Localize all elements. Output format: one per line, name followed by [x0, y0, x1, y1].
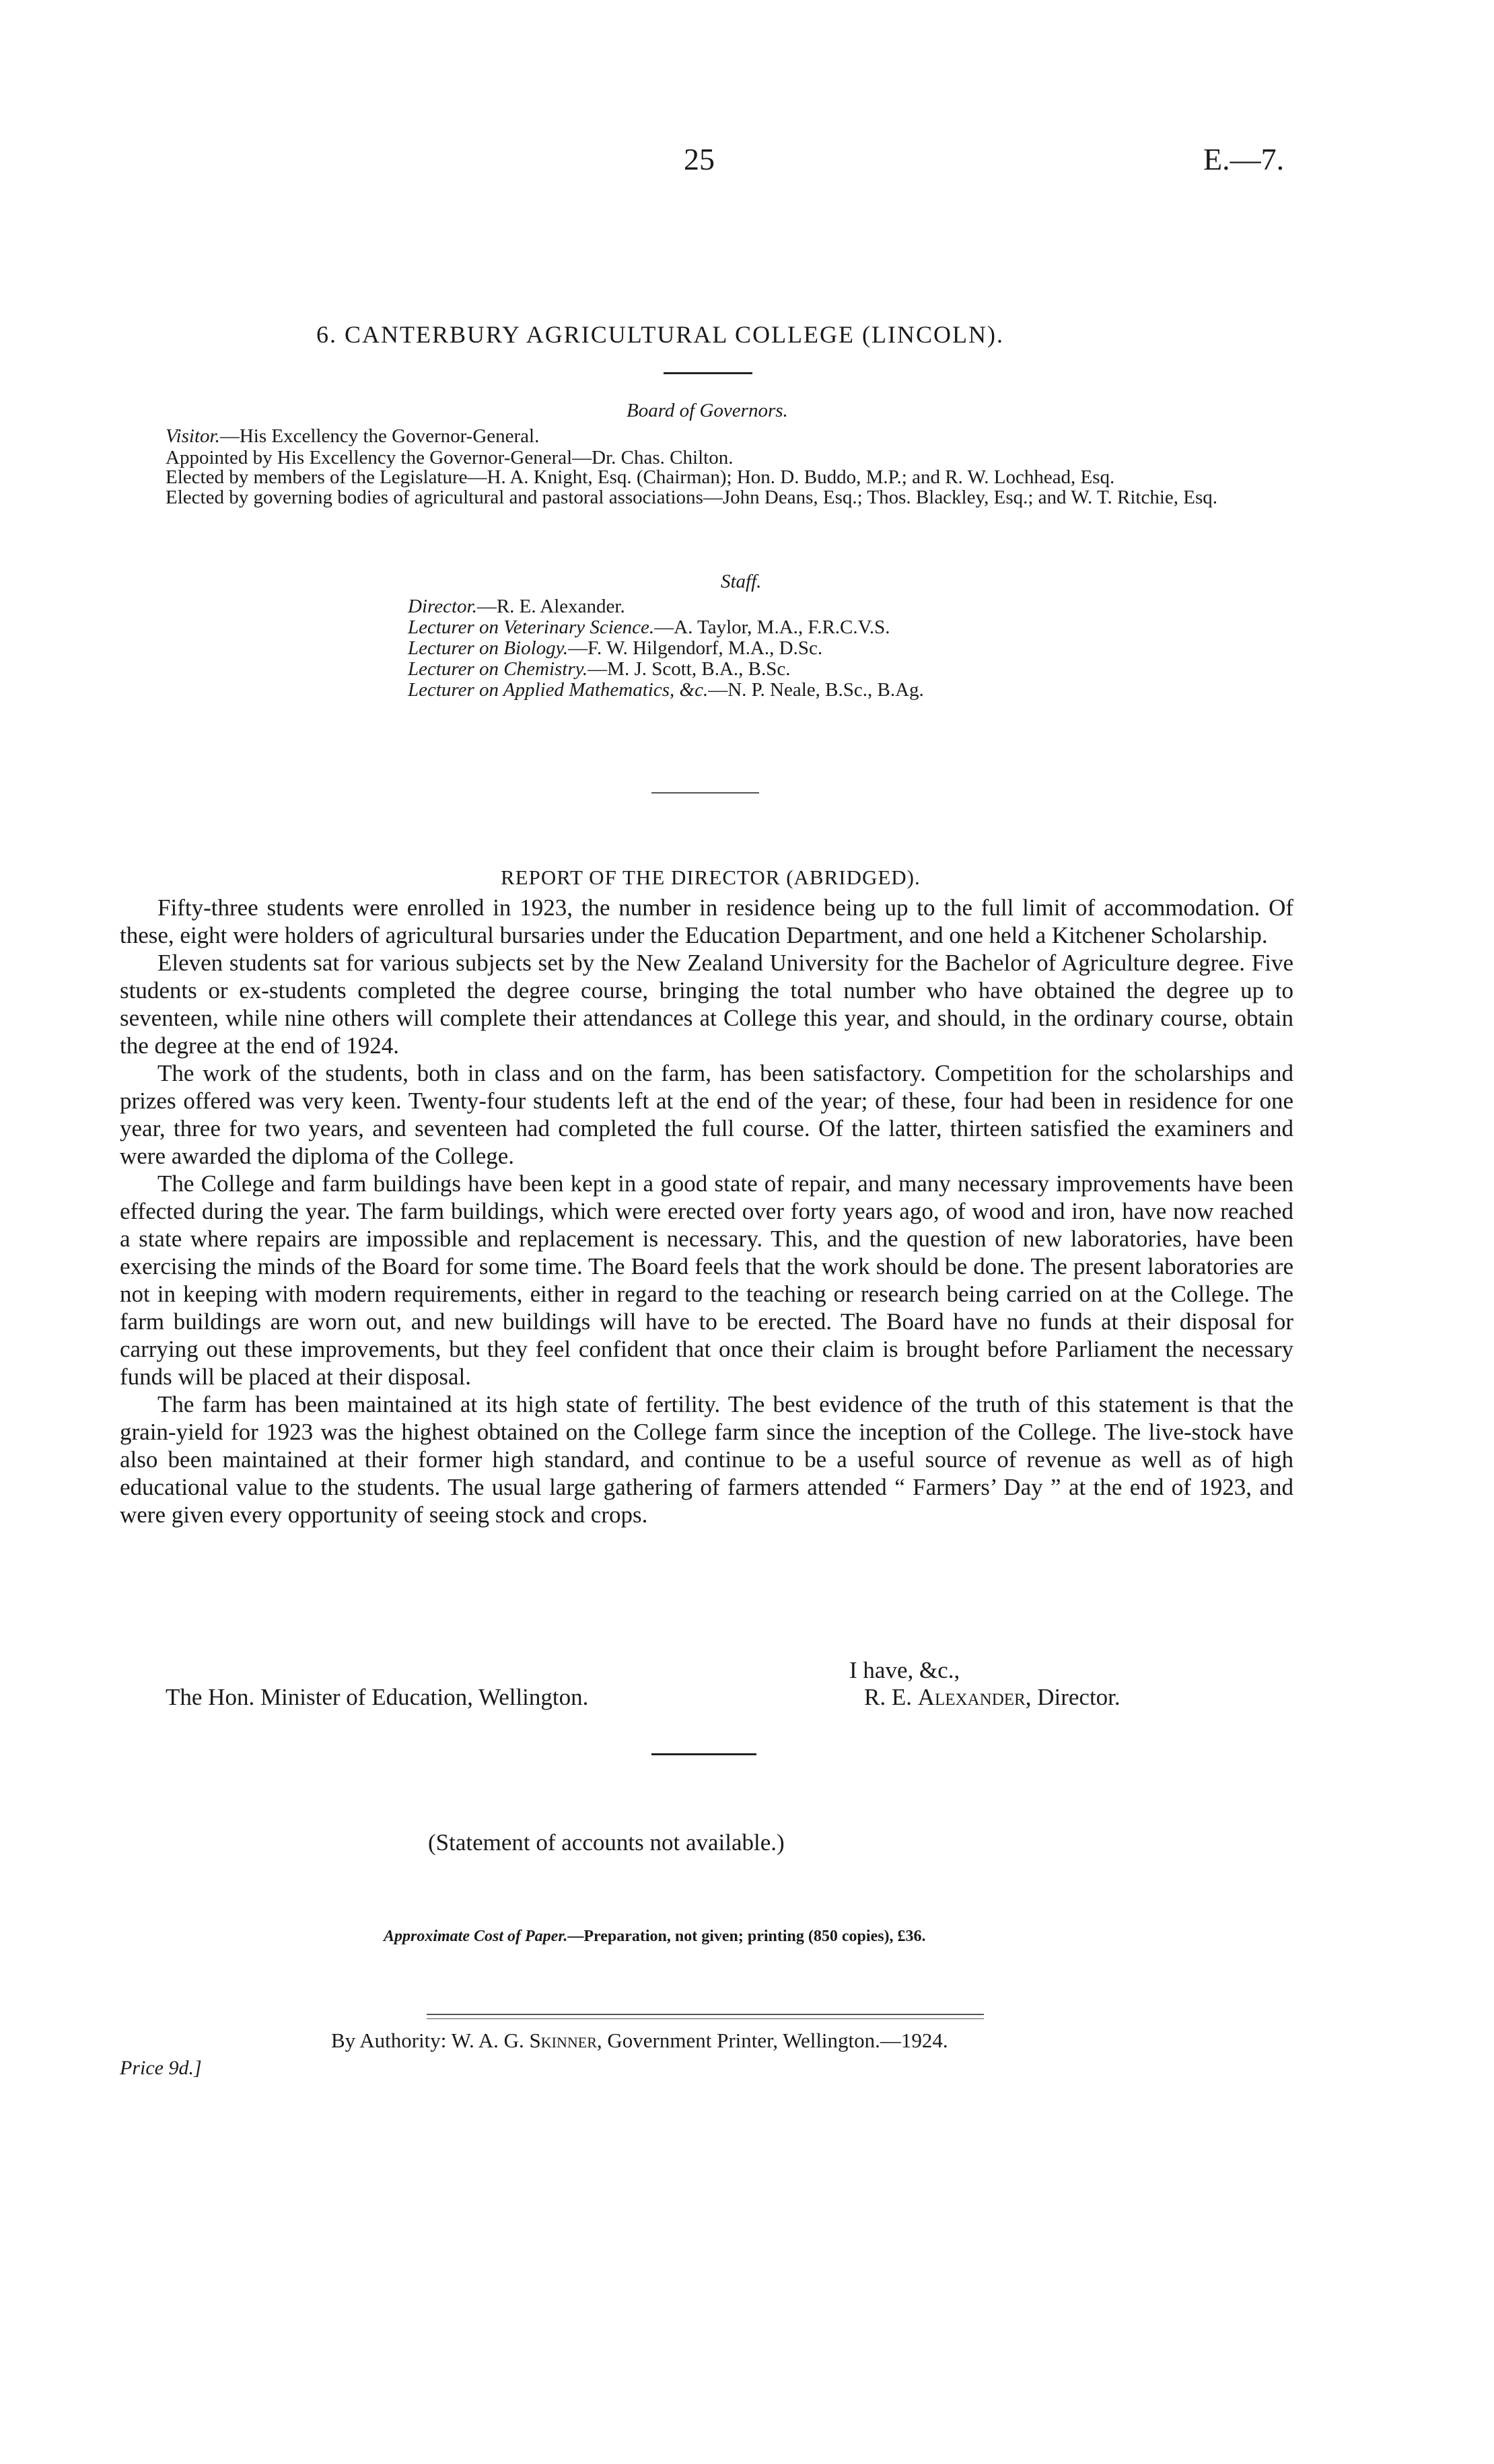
series-code: E.—7.: [1203, 142, 1285, 176]
title-rule: [664, 372, 752, 374]
board-heading: Board of Governors.: [627, 400, 788, 421]
addressee: The Hon. Minister of Education, Wellington.: [166, 1684, 589, 1710]
imprint-rule-top: [427, 2014, 984, 2015]
cost-label: Approximate Cost of Paper.: [384, 1928, 568, 1945]
staff-chemistry: Lecturer on Chemistry.—M. J. Scott, B.A., B.Sc.: [408, 658, 791, 680]
report-paragraph: The College and farm buildings have been kept in a good state of repair, and many necessary improvements have been effected during the year. The farm buildings, which were erected over forty years ago, of wood and iron, have now reached a state where repairs are impossible and replacement is necessary. This, and the question of new laboratories, have been exercising the minds of the Board for some time. The Board feels that the work should be done. The present laboratories are not in keeping with modern requirements, either in regard to the teaching or research being carried on at the College. The farm buildings are worn out, and new buildings will have to be erected. The Board have no funds at their disposal for carrying out these improvements, but they feel confident that once their claim is brought before Parliament the necessary funds will be placed at their disposal.: [120, 1170, 1293, 1390]
divider-rule-1: [651, 792, 759, 794]
printer-name: Skinner: [529, 2029, 597, 2052]
page-number: 25: [684, 142, 715, 176]
report-body: [120, 894, 1293, 1528]
staff-director: Director.—R. E. Alexander.: [408, 596, 625, 617]
elected-legislature: Elected by members of the Legislature—H. A. Knight, Esq. (Chairman); Hon. D. Buddo, M.P.; and R. W. Lochhead, Esq.: [166, 466, 1115, 488]
elected-governing: Elected by governing bodies of agricultural and pastoral associations—John Deans, Esq.; Thos. Blackley, Esq.; and W. T. Ritchie, Esq.: [166, 487, 1218, 508]
staff-biology: Lecturer on Biology.—F. W. Hilgendorf, M.A., D.Sc.: [408, 637, 823, 659]
imprint-line: By Authority: W. A. G. Skinner, Government Printer, Wellington.—1924.: [331, 2029, 948, 2052]
visitor-text: —His Excellency the Governor-General.: [219, 425, 540, 447]
visitor-line: [166, 425, 539, 448]
section-title: 6. CANTERBURY AGRICULTURAL COLLEGE (LINCOLN).: [316, 321, 1004, 348]
staff-mathematics: Lecturer on Applied Mathematics, &c.—N. P. Neale, B.Sc., B.Ag.: [408, 679, 924, 701]
divider-rule-2: [651, 1753, 756, 1755]
report-paragraph: Fifty-three students were enrolled in 1923, the number in residence being up to the full limit of accommodation. Of these, eight were holders of agricultural bursaries under the Education Department, and one held a Kitchener Scholarship.: [120, 894, 1293, 948]
closing-line: I have, &c.,: [849, 1657, 960, 1683]
price: Price 9d.]: [120, 2057, 202, 2079]
report-paragraph: The work of the students, both in class and on the farm, has been satisfactory. Competition for the scholarships and prizes offered was very keen. Twenty-four students left at the end of the year; of these, four had been in residence for one year, three for two years, and seventeen had completed the full course. Of the latter, thirteen satisfied the examiners and were awarded the diploma of the College.: [120, 1060, 1293, 1169]
cost-line: [384, 1928, 926, 1946]
signature: R. E. Alexander, Director.: [864, 1684, 1120, 1710]
board-elected: [121, 467, 1292, 507]
report-paragraph: Eleven students sat for various subjects set by the New Zealand University for the Bachelor of Agriculture degree. Five students or ex-students completed the degree course, bringing the total number who have obtained the degree up to seventeen, while nine others will complete their attendances at College this year, and should, in the ordinary course, obtain the degree at the end of 1924.: [120, 950, 1293, 1059]
statement-note: (Statement of accounts not available.): [428, 1829, 785, 1856]
signature-name: Alexander: [917, 1684, 1026, 1710]
imprint-rule-bottom: [427, 2018, 984, 2019]
report-paragraph: The farm has been maintained at its high state of fertility. The best evidence of the truth of this statement is that the grain-yield for 1923 was the highest obtained on the College farm since the inception of the College. The live-stock have also been maintained at their former high standard, and continue to be a useful source of revenue as well as of high educational value to the students. The usual large gathering of farmers attended “ Farmers’ Day ” at the end of 1923, and were given every opportunity of seeing stock and crops.: [120, 1391, 1293, 1528]
staff-heading: Staff.: [721, 571, 762, 592]
appointed-line: Appointed by His Excellency the Governor-General—Dr. Chas. Chilton.: [166, 447, 734, 468]
staff-list: [408, 596, 924, 701]
report-title: REPORT OF THE DIRECTOR (ABRIDGED).: [501, 866, 921, 889]
cost-text: —Preparation, not given; printing (850 copies), £36.: [567, 1928, 926, 1945]
visitor-label: Visitor.: [166, 425, 220, 447]
staff-veterinary: Lecturer on Veterinary Science.—A. Taylor, M.A., F.R.C.V.S.: [408, 617, 890, 638]
